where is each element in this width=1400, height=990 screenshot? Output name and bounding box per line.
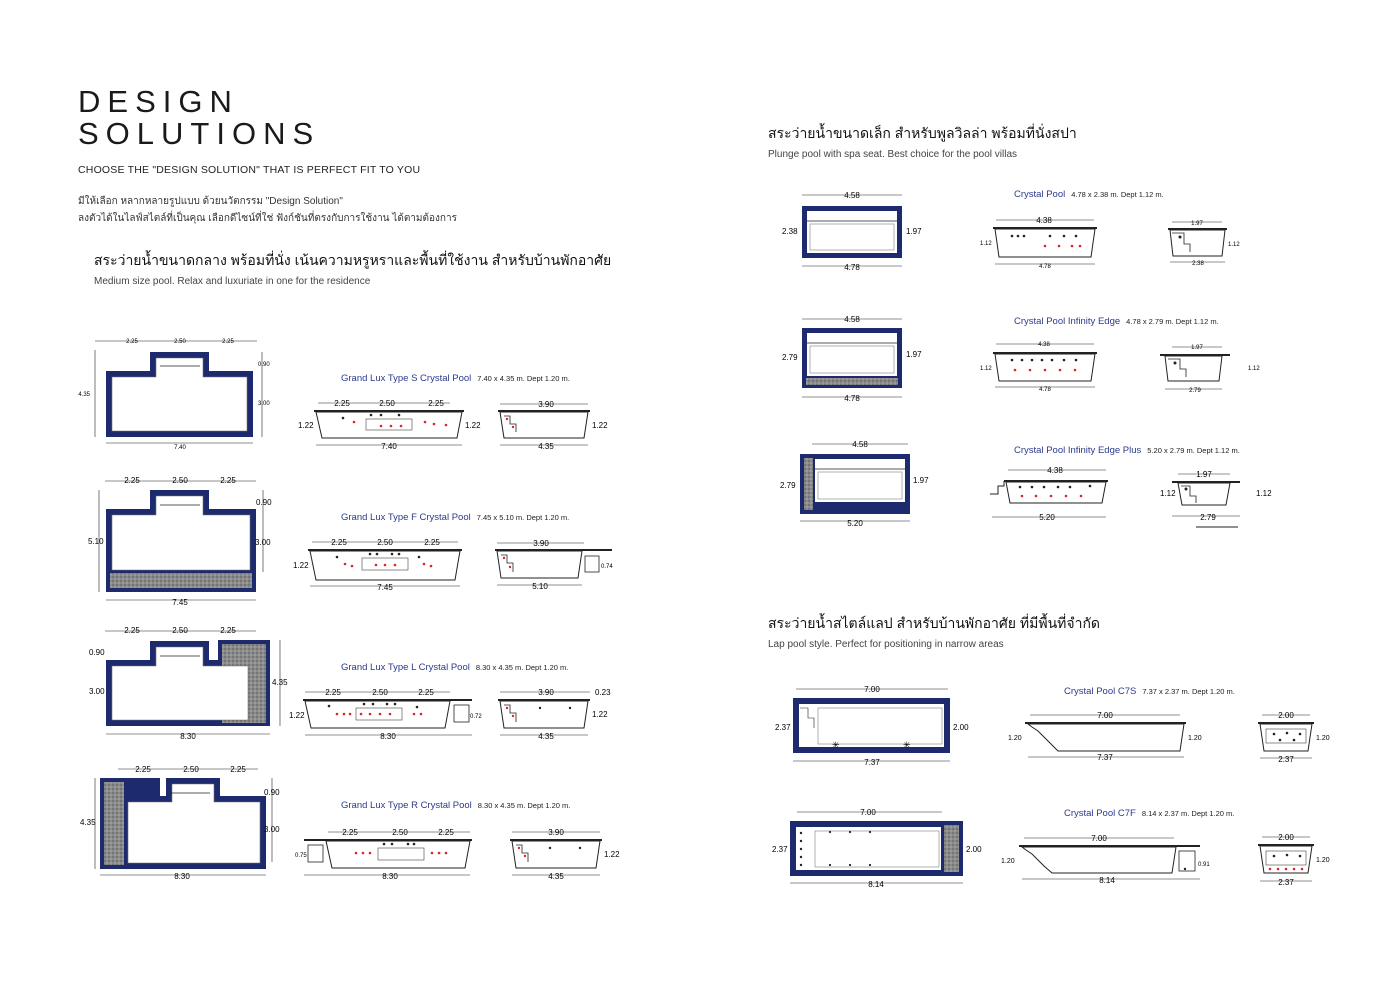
dim-label: 8.30 (382, 872, 398, 881)
section-medium-title-en: Medium size pool. Relax and luxuriate in one for the residence (94, 276, 371, 287)
dim-label: 2.37 (772, 845, 788, 854)
dim-label: 2.79 (1189, 388, 1201, 394)
dim-label: 2.37 (1278, 755, 1294, 764)
dim-label: 1.12 (980, 366, 992, 372)
dim-label: 0.90 (89, 648, 105, 657)
dim-label: 3.00 (89, 687, 105, 696)
plan-crystal (782, 191, 922, 272)
dim-label: 1.12 (980, 241, 992, 247)
dim-label: 3.90 (533, 539, 549, 548)
dim-label: 7.00 (864, 685, 880, 694)
dim-label: 1.20 (1316, 735, 1330, 742)
plan-c7f (772, 808, 982, 889)
dim-label: 1.12 (1256, 489, 1272, 498)
dim-label: 7.37 (864, 758, 880, 767)
dim-label: 1.12 (1248, 366, 1260, 372)
dim-label: 1.12 (1228, 242, 1240, 248)
dim-label: 7.40 (381, 442, 397, 451)
dim-label: 4.58 (852, 440, 868, 449)
dim-label: 1.12 (1160, 489, 1176, 498)
dim-label: 0.75 (295, 853, 307, 859)
dim-label: 4.35 (548, 872, 564, 881)
dim-label: 7.37 (1097, 753, 1113, 762)
intro-line-1: มีให้เลือก หลากหลายรูปแบบ ด้วยนวัตกรรม "Design Solution" (78, 196, 343, 207)
dim-label: 8.30 (174, 872, 190, 881)
pool-name: Crystal Pool C7F (1064, 808, 1136, 819)
dim-label: 2.50 (372, 688, 388, 697)
dim-label: 2.50 (172, 476, 188, 485)
dim-label: 1.20 (1008, 735, 1022, 742)
pool-name: Grand Lux Type L Crystal Pool (341, 662, 470, 673)
side-type-s (498, 400, 608, 451)
dim-label: 8.30 (180, 732, 196, 741)
page-subtitle: CHOOSE THE "DESIGN SOLUTION" THAT IS PERFECT FIT TO YOU (78, 164, 421, 176)
dim-label: 2.25 (222, 339, 234, 345)
dim-label: 2.37 (1278, 878, 1294, 887)
dim-label: 2.50 (172, 626, 188, 635)
dim-label: 2.25 (325, 688, 341, 697)
dim-label: 2.79 (1200, 513, 1216, 522)
side-type-r (510, 828, 620, 881)
section-crystal-infinity-plus (990, 466, 1108, 522)
dim-label: 1.20 (1001, 858, 1015, 865)
dim-label: 7.00 (1091, 834, 1107, 843)
side-type-l (498, 688, 611, 741)
dim-label: 0.23 (595, 688, 611, 697)
dim-label: 1.97 (1191, 221, 1203, 227)
dim-label: 2.25 (342, 828, 358, 837)
pool-spec: 8.30 x 4.35 m. Dept 1.20 m. (475, 663, 569, 672)
dim-label: 4.58 (844, 315, 860, 324)
dim-label: 2.79 (782, 353, 798, 362)
pool-spec: 7.45 x 5.10 m. Dept 1.20 m. (476, 513, 570, 522)
section-crystal-infinity (980, 342, 1097, 393)
dim-label: 7.00 (860, 808, 876, 817)
dim-label: 1.22 (298, 421, 314, 430)
dim-label: 1.20 (1316, 857, 1330, 864)
plan-type-s (78, 339, 270, 451)
dim-label: 2.25 (424, 538, 440, 547)
dim-label: 2.50 (379, 399, 395, 408)
dim-label: 2.25 (438, 828, 454, 837)
dim-label: 5.10 (88, 537, 104, 546)
dim-label: 7.00 (1097, 711, 1113, 720)
side-c7s (1258, 711, 1330, 764)
dim-label: 4.58 (844, 191, 860, 200)
dim-label: 2.25 (124, 626, 140, 635)
dim-label: 1.97 (913, 476, 929, 485)
dim-label: 3.00 (255, 538, 271, 547)
dim-label: 3.90 (538, 688, 554, 697)
dim-label: 2.25 (418, 688, 434, 697)
dim-label: 4.78 (844, 394, 860, 403)
dim-label: 4.38 (1036, 216, 1052, 225)
dim-label: 2.50 (183, 765, 199, 774)
dim-label: 7.45 (377, 583, 393, 592)
section-type-f (293, 538, 462, 592)
side-c7f (1258, 833, 1330, 887)
dim-label: 4.38 (1038, 342, 1050, 348)
pool-spec: 8.14 x 2.37 m. Dept 1.20 m. (1141, 809, 1235, 818)
side-crystal (1168, 221, 1240, 267)
dim-label: 2.50 (377, 538, 393, 547)
dim-label: 5.20 (847, 519, 863, 528)
plan-c7s (775, 685, 969, 767)
side-crystal-infinity (1160, 345, 1260, 394)
dim-label: 4.35 (538, 732, 554, 741)
plan-type-r (80, 765, 280, 881)
dim-label: 4.35 (538, 442, 554, 451)
dim-label: 1.97 (1191, 345, 1203, 351)
dim-label: 4.78 (1039, 264, 1051, 270)
dim-label: 4.35 (78, 392, 90, 398)
section-small-title-en: Plunge pool with spa seat. Best choice for the pool villas (768, 149, 1018, 160)
dim-label: 1.22 (604, 850, 620, 859)
section-crystal (980, 216, 1097, 270)
section-type-s (298, 399, 481, 451)
dim-label: 4.35 (272, 678, 288, 687)
plan-type-l (89, 626, 288, 741)
dim-label: 1.97 (1196, 470, 1212, 479)
dim-label: 2.38 (1192, 261, 1204, 267)
dim-label: 0.90 (264, 788, 280, 797)
dim-label: 1.22 (592, 421, 608, 430)
dim-label: 1.22 (293, 561, 309, 570)
pool-spec: 7.40 x 4.35 m. Dept 1.20 m. (477, 374, 570, 383)
dim-label: 2.00 (1278, 833, 1294, 842)
dim-label: 2.00 (953, 723, 969, 732)
dim-label: 2.50 (392, 828, 408, 837)
dim-label: 8.14 (868, 880, 884, 889)
title-line-1: DESIGN (78, 84, 239, 119)
plan-type-f (88, 476, 272, 607)
dim-label: 3.00 (264, 825, 280, 834)
dim-label: 4.35 (80, 818, 96, 827)
dim-label: 2.37 (775, 723, 791, 732)
dim-label: 0.90 (258, 362, 270, 368)
pool-spec: 5.20 x 2.79 m. Dept 1.12 m. (1147, 446, 1240, 455)
dim-label: 7.45 (172, 598, 188, 607)
pool-name: Grand Lux Type F Crystal Pool (341, 512, 471, 523)
dim-label: 2.25 (220, 626, 236, 635)
pool-name: Crystal Pool C7S (1064, 686, 1137, 697)
dim-label: 4.78 (1039, 387, 1051, 393)
dim-label: 2.25 (230, 765, 246, 774)
dim-label: 5.20 (1039, 513, 1055, 522)
pool-name: Crystal Pool Infinity Edge Plus (1014, 445, 1142, 456)
side-crystal-infinity-plus (1160, 470, 1272, 527)
section-type-l (289, 688, 482, 741)
dim-label: 2.25 (220, 476, 236, 485)
dim-label: 2.25 (334, 399, 350, 408)
dim-label: 2.79 (780, 481, 796, 490)
pool-name: Crystal Pool (1014, 189, 1066, 200)
dim-label: 2.25 (428, 399, 444, 408)
dim-label: 1.97 (906, 227, 922, 236)
dim-label: 2.00 (966, 845, 982, 854)
dim-label: 3.90 (548, 828, 564, 837)
dim-label: 7.40 (174, 445, 186, 451)
dim-label: 3.00 (258, 401, 270, 407)
jet-icon: ✳ (832, 740, 840, 750)
section-c7s (1008, 711, 1202, 762)
dim-label: 1.20 (1188, 735, 1202, 742)
section-small-title-th: สระว่ายน้ำขนาดเล็ก สำหรับพูลวิลล่า พร้อมที่นั่งสปา (768, 125, 1077, 141)
dim-label: 2.25 (124, 476, 140, 485)
dim-label: 1.22 (289, 711, 305, 720)
section-type-r (295, 828, 472, 881)
dim-label: 8.14 (1099, 876, 1115, 885)
dim-label: 8.30 (380, 732, 396, 741)
pool-name: Grand Lux Type R Crystal Pool (341, 800, 472, 811)
dim-label: 2.38 (782, 227, 798, 236)
side-type-f (495, 539, 613, 591)
dim-label: 1.97 (906, 350, 922, 359)
dim-label: 2.00 (1278, 711, 1294, 720)
dim-label: 0.90 (256, 498, 272, 507)
pool-name: Crystal Pool Infinity Edge (1014, 316, 1121, 327)
pool-spec: 4.78 x 2.79 m. Dept 1.12 m. (1126, 317, 1219, 326)
dim-label: 2.25 (135, 765, 151, 774)
dim-label: 3.90 (538, 400, 554, 409)
dim-label: 1.22 (592, 710, 608, 719)
dim-label: 2.25 (126, 339, 138, 345)
section-c7f (1001, 834, 1210, 885)
dim-label: 2.25 (331, 538, 347, 547)
section-medium-title-th: สระว่ายน้ำขนาดกลาง พร้อมที่นั่ง เน้นความหรูหราและพื้นที่ใช้งาน สำหรับบ้านพักอาศัย (94, 252, 612, 268)
dim-label: 4.78 (844, 263, 860, 272)
dim-label: 5.10 (532, 582, 548, 591)
dim-label: 0.72 (470, 714, 482, 720)
jet-icon: ✳ (903, 740, 911, 750)
dim-label: 1.22 (465, 421, 481, 430)
pool-spec: 4.78 x 2.38 m. Dept 1.12 m. (1071, 190, 1164, 199)
pool-spec: 8.30 x 4.35 m. Dept 1.20 m. (477, 801, 571, 810)
intro-line-2: ลงตัวได้ในไลฟ์สไตล์ที่เป็นคุณ เลือกดีไซน์ที่ใช่ ฟังก์ชันที่ตรงกับการใช้งาน ได้ตามต้องการ (78, 213, 457, 224)
section-lap-title-en: Lap pool style. Perfect for positioning in narrow areas (768, 639, 1004, 650)
dim-label: 2.50 (174, 339, 186, 345)
section-lap-title-th: สระว่ายน้ำสไตล์แลป สำหรับบ้านพักอาศัย ที่มีพื้นที่จำกัด (768, 615, 1101, 631)
pool-spec: 7.37 x 2.37 m. Dept 1.20 m. (1142, 687, 1235, 696)
plan-crystal-infinity-plus (780, 440, 929, 528)
plan-crystal-infinity (782, 315, 922, 403)
dim-label: 0.91 (1198, 862, 1210, 868)
dim-label: 4.38 (1047, 466, 1063, 475)
pool-name: Grand Lux Type S Crystal Pool (341, 373, 472, 384)
title-line-2: SOLUTIONS (78, 116, 321, 151)
dim-label: 0.74 (601, 564, 613, 570)
